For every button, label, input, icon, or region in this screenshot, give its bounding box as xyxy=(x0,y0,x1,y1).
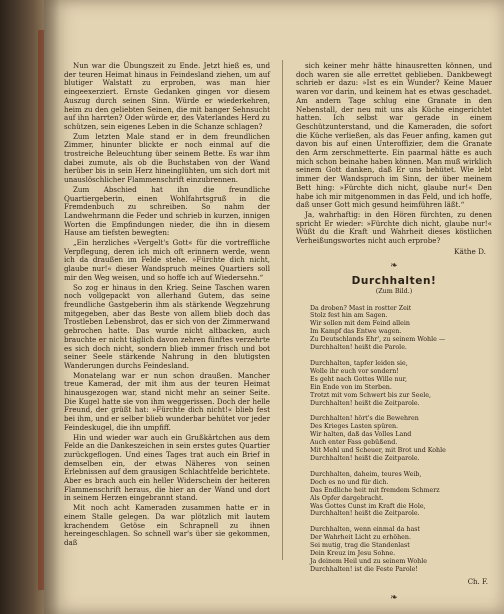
poem-line: Wir sollen mit dem Feind allein xyxy=(310,320,410,328)
paragraph: Mit noch acht Kameraden zusammen hatte er in einem Stalle gelegen. Da war plötzlich mit lautem krachendem Getöse ein Schrapnell zu ihnen hereingeschlagen. So schnell war's über sie gekommen, daß xyxy=(64,503,270,547)
poem-stanza xyxy=(310,471,492,518)
poem-line: Der Wahrheit Licht zu erhöhen. xyxy=(310,534,411,542)
paragraph: Nun war die Übungszeit zu Ende. Jetzt hieß es, und der teuren Heimat hinaus in Feindesland ziehen, um auf blutiger Walstatt zu erproben, was man hier eingeexerziert. Ernste Gedanken gingen vor diesem Auszug durch seinen Sinn. Würde er wiederkehren, heim zu den geliebten Seinen, die mit banger Sehnsucht auf ihn harrten? Oder würde er, des Vaterlandes Herd zu schützen, sein eigenes Leben in die Schanze schlagen? xyxy=(64,61,270,131)
poem-line: Das Endliche heit mit fremdem Schmerz xyxy=(310,486,440,494)
ornament-icon: ❧ xyxy=(390,261,398,272)
column-divider xyxy=(282,60,283,560)
poem-line: Wir halten, daß das Volles Land xyxy=(310,431,412,439)
paragraph: Monatelang war er nun schon draußen. Mancher treue Kamerad, der mit ihm aus der teuren Heimat hinausgezogen war, stand nicht mehr an seiner Seite. Die Kugel hatte sie von ihm weggerissen. Doch der helle Freund, der grüßt hat: »Fürchte dich nicht!« blieb fest bei ihm, und er selber blieb wunderbar behütet vor jeder Feindeskugel, die ihn umpfiff. xyxy=(64,370,270,432)
poem-line: Durchhalten, daheim, teures Weib, xyxy=(310,470,422,478)
page-shadow xyxy=(44,0,60,614)
poem-line: Was Gottes Cunst im Kraft die Hole, xyxy=(310,502,426,510)
quote-paragraph: „Ein herzliches »Vergelt's Gott« für die vortreffliche Verpflegung, deren ich mich oft erinnern werde, wenn ich da draußen im Felde stehe. »Fürchte dich nicht, glaube nur!« dieser Wandspruch meines Quartiers soll mir den Weg weisen, und so hoffe ich auf Wiedersehn.“ xyxy=(64,238,270,282)
right-column xyxy=(296,62,492,609)
poem-subtitle: (Zum Bild.) xyxy=(375,286,413,295)
book-page xyxy=(44,0,504,614)
paragraph: Zum letzten Male stand er in dem freundlichen Zimmer, hinunter blickte er noch einmal auf die trostreiche Beleuchtung über seinem Bette. Es war ihm dabei zumute, als ob die Buchstaben von der Wand herüber bis in sein Herz hineinglühten, um sich dort mit unauslöschlicher Flammenschrift einzubrennen. xyxy=(64,131,270,185)
poem-line: Auch enter Fass gebüßend. xyxy=(310,439,398,447)
poem-line: Durchhalten! heißt die Zeitparole. xyxy=(310,454,420,462)
poem-line: Durchhalten! heißt die Zeitparole. xyxy=(310,399,420,407)
poem-line: Durchhalten, tapfer leiden sie, xyxy=(310,360,408,368)
poem-title: Durchhalten! xyxy=(351,275,437,288)
paragraph: So zog er hinaus in den Krieg. Seine Taschen waren noch vollgepackt von allerhand Gutem, das seine freundliche Gastgeberin ihm als stärkende Wegzehrung mitgegeben, aber das Beste von allem blieb doch das Trostleben Lebensbrot, das er sich von der Zimmerwand gebrochen hatte. Das wurde nicht altbacken, auch brauchte er nicht täglich davon zehren fünftes verzehrte es sich doch nicht, sondern blieb immer frisch und bot seiner Seele stärkende Nahrung in den blutigsten Wanderungen durchs Feindesland. xyxy=(64,282,270,370)
poem-line: Durchhalten! ist die Feste Parole! xyxy=(310,565,418,573)
story-signature: Käthe D. xyxy=(454,246,486,256)
paragraph: Zum Abschied hat ihn die freundliche Quartiergeberin, einen Wohlfahrtsgruß in die Fremdenbuch zu schreiben. So nahm der Landwehrmann die Feder und schrieb in kurzen, innigen Worten die Empfindungen nieder, die ihn in diesem Hause am tiefsten bewegten: xyxy=(64,184,270,238)
poem-line: Dein Kreuz im Jesu Sohne. xyxy=(310,550,396,558)
poem-line: Wolle ihr euch vor sondern! xyxy=(310,367,399,375)
poem-line: Im Kampf das Entwe wagen. xyxy=(310,328,402,336)
poem-stanza xyxy=(310,305,492,352)
poem-line: Mit Mehl und Scheuer, mit Brot und Kohle xyxy=(310,447,446,455)
poem-line: Durchhalten! heißt die Zeitparole. xyxy=(310,510,420,518)
poem-line: Durchhalten! hört's die Bewehren xyxy=(310,415,419,423)
poem-line: Doch es no und für dich. xyxy=(310,478,389,486)
paragraph: Ja, wahrhaftig: in den Hören fürchten, zu denen spricht Er wieder: »Fürchte dich nicht, glaube nur!« Wüßt du die Kraft und Wahrheit dieses köstlichen Verheißungswortes nicht auch erprobe? xyxy=(296,209,492,246)
left-column xyxy=(64,62,270,549)
poem-line: Sei mutig, trag die Standenlast xyxy=(310,542,410,550)
poem-line: Ein Ende von im Sterben. xyxy=(310,383,392,391)
poem-line: Zu Deutschlands Ehr', zu seinem Wohle — xyxy=(310,336,446,344)
poem-line: Es geht nach Gottes Wille nur, xyxy=(310,375,407,383)
poem-line: Durchhalten, wenn einmal da hast xyxy=(310,526,420,534)
poem-line: Durchhalten! heißt die Parole. xyxy=(310,344,407,352)
paragraph: sich keiner mehr hätte hinausretten können, und doch waren sie alle errettet geblieben. Dankbewegt schrieb er dazu: »Ist es ein Wunder? Keine Mauer waren vor darin, und keinem hat es etwas geschadet. Am andern Tage schlug eine Granate in den Nebenstall, der neu mit uns als Küche eingerichtet hatten. Ich selbst war gerade in einem Geschützunterstand, und die Kameraden, die sofort die Küche verließen, als das Feuer anfing, kamen gut davon bis auf einen Unteroffizier, dem die Granate den Arm zerschmetterte. Ein paarmal hätte es auch mich schon beinahe haben können. Man muß wirklich seinem Gott danken, daß Er uns behütet. Wie lebt immer der Wandspruch im Sinn, der über meinem Bett hing: »Fürchte dich nicht, glaube nur!« Den habe ich mir mitgenommen in das Feld, und ich hoffe, daß unser Gott mich gesund heimführen läßt.“ xyxy=(296,61,492,210)
book-spine xyxy=(0,0,44,614)
poem-line: Stolz fest hin am Sagen. xyxy=(310,312,388,320)
poem-line: Als Opfer dargebracht. xyxy=(310,494,384,502)
poem-stanza xyxy=(310,526,492,573)
paragraph: Hin und wieder war auch ein Grußkärtchen aus dem Felde an die Dankeszeichen in sein erstes gutes Quartier zurückgeflogen. Und eines Tages trat auch ein Brief in demselben ein, der etwas Näheres von seinen Erlebnissen auf dem grausigen Schlachtfelde berichtete. Aber es brach auch ein heller Widerschein der heiteren Flammenschrift heraus, die hier an der Wand und dort in seinem Herzen eingebrannt stand. xyxy=(64,432,270,503)
poem-line: Da droben? Mast in rostter Zeit xyxy=(310,304,412,312)
poem-author: Ch. F. xyxy=(467,577,488,586)
poem-line: Trotzt mit vom Schwert bis zur Seele, xyxy=(310,391,431,399)
poem-line: Ja deinem Heil und zu seinem Wohle xyxy=(310,557,427,565)
poem-stanza xyxy=(310,415,492,462)
poem-line: Des Krieges Lasten spüren. xyxy=(310,423,399,431)
ornament-icon: ❧ xyxy=(390,593,398,604)
poem-stanza xyxy=(310,360,492,407)
